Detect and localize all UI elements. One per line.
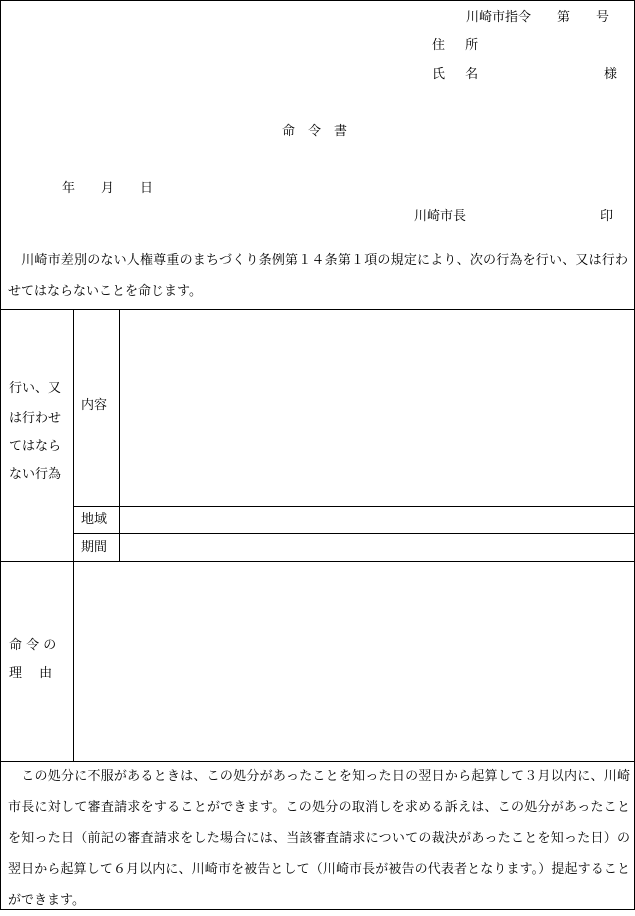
doc-number-label: 川崎市指令 第 号 [466, 10, 610, 25]
page-title: 命 令 書 [282, 124, 348, 139]
action-label-line-3: てはなら [9, 439, 62, 454]
date-label: 年 月 日 [62, 181, 154, 196]
appeal-notice: この処分に不服があるときは、この処分があったことを知った日の翌日から起算して３月以内に、川崎市長に対して審査請求をすることができます。この処分の取消しを求める訴えは、この処分があったことを知った日（前記の審査請求をした場合には、当該審査請求についての裁決があったことを知った日）の翌日から起算して６月以内に、川崎市を被告として（川崎市長が被告の代表者となります。）提起することができます。 [8, 769, 630, 908]
action-label-line-2: は行わせ [9, 411, 62, 426]
reason-label-line-2: 理 由 [9, 666, 53, 681]
address-label: 住 所 [432, 38, 487, 53]
action-label-line-4: ない行為 [9, 467, 62, 482]
reason-label-line-1: 命 令 の [9, 638, 57, 653]
intro-paragraph: 川崎市差別のない人権尊重のまちづくり条例第１４条第１項の規定により、次の行為を行い、又は行わせてはならないことを命じます。 [8, 253, 628, 299]
content-label: 内容 [81, 398, 108, 413]
name-label: 氏 名 [432, 67, 487, 82]
content-row-divider [73, 506, 635, 507]
honorific: 様 [604, 67, 618, 82]
area-label: 地域 [81, 512, 108, 527]
action-label-line-1: 行い、又 [9, 381, 62, 396]
table-top-border [0, 309, 635, 310]
sub-label-column-divider [119, 309, 120, 561]
seal-mark: 印 [600, 209, 614, 224]
period-label: 期間 [81, 540, 108, 555]
reason-row-top-border [0, 561, 635, 562]
area-row-divider [73, 533, 635, 534]
mayor-label: 川崎市長 [414, 209, 467, 224]
label-column-divider [73, 309, 74, 761]
